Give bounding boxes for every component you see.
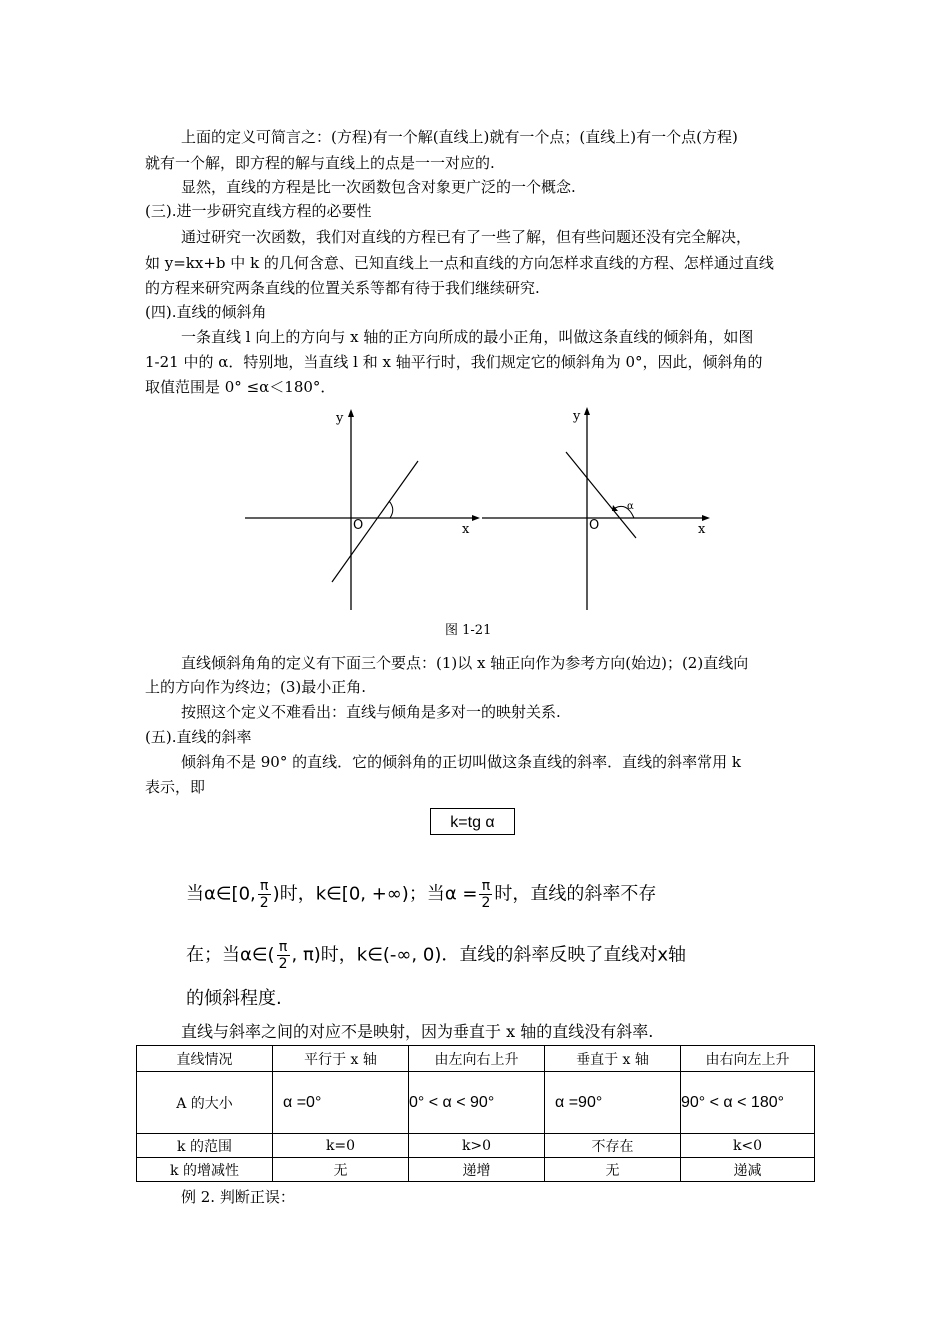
paragraph-research-1: 通过研究一次函数，我们对直线的方程已有了一些了解，但有些问题还没有完全解决， <box>181 228 752 246</box>
paragraph-mapping: 按照这个定义不难看出：直线与倾角是多对一的映射关系. <box>181 703 561 721</box>
figure-right-alpha-label: α <box>627 501 634 512</box>
figure-caption: 图 1-21 <box>445 623 492 638</box>
slope-formula-box: k=tg α <box>430 808 515 835</box>
table-cell: α =90° <box>545 1072 681 1134</box>
paragraph-key-points-1: 直线倾斜角角的定义有下面三个要点：(1)以 x 轴正向作为参考方向(始边)；(2)直线向 <box>181 654 749 672</box>
figure-right-graph <box>482 407 710 610</box>
fraction-numerator: π <box>277 939 290 956</box>
paragraph-inclination-1: 一条直线 l 向上的方向与 x 轴的正方向所成的最小正角，叫做这条直线的倾斜角，如图 <box>181 328 754 346</box>
table-cell: 递减 <box>681 1158 815 1182</box>
table-cell: α =0° <box>273 1072 409 1134</box>
figure-right-x-label: x <box>698 522 706 537</box>
figure-right-y-label: y <box>573 409 581 424</box>
table-cell: k=0 <box>273 1134 409 1158</box>
fraction-pi-over-2 <box>479 878 492 911</box>
slope-text: 时，直线的斜率不存 <box>494 883 657 905</box>
paragraph-not-mapping: 直线与斜率之间的对应不是映射，因为垂直于 x 轴的直线没有斜率. <box>181 1022 654 1041</box>
fraction-denominator: 2 <box>481 895 491 911</box>
table-cell: 0° < α < 90° <box>409 1072 545 1134</box>
figure-1-21 <box>240 405 710 615</box>
paragraph-definition-summary-1: 上面的定义可简言之：(方程)有一个解(直线上)就有一个点；(直线上)有一个点(方程) <box>181 128 738 146</box>
slope-text: , π)时，k∈(-∞, 0)．直线的斜率反映了直线对x轴 <box>291 944 686 966</box>
slope-summary-table <box>136 1045 815 1182</box>
fraction-denominator: 2 <box>259 895 269 911</box>
example-2-heading: 例 2. 判断正误： <box>181 1188 295 1206</box>
table-cell: k<0 <box>681 1134 815 1158</box>
table-row <box>137 1046 815 1072</box>
table-row <box>137 1134 815 1158</box>
fraction-denominator: 2 <box>278 956 288 972</box>
table-header-cell: 平行于 x 轴 <box>273 1046 409 1072</box>
fraction-pi-over-2 <box>258 878 271 911</box>
slope-text: 在；当α∈( <box>186 944 275 966</box>
slope-text: )时，k∈[0, +∞)；当α = <box>272 883 478 905</box>
table-cell: 无 <box>545 1158 681 1182</box>
slope-range-line-1 <box>186 878 656 911</box>
table-cell: k 的增减性 <box>137 1158 273 1182</box>
fraction-numerator: π <box>258 878 271 895</box>
paragraph-research-2: 如 y=kx+b 中 k 的几何含意、已知直线上一点和直线的方向怎样求直线的方程、怎样通过直线 <box>145 254 774 272</box>
paragraph-slope-1: 倾斜角不是 90° 的直线．它的倾斜角的正切叫做这条直线的斜率．直线的斜率常用 k <box>181 753 741 771</box>
table-cell: 90° < α < 180° <box>681 1072 815 1134</box>
table-cell: 递增 <box>409 1158 545 1182</box>
paragraph-inclination-3: 取值范围是 0° ≤α＜180°． <box>145 378 336 396</box>
table-cell: 不存在 <box>545 1134 681 1158</box>
slope-range-line-2 <box>186 939 686 972</box>
paragraph-obvious: 显然，直线的方程是比一次函数包含对象更广泛的一个概念. <box>181 178 576 196</box>
fraction-numerator: π <box>479 878 492 895</box>
paragraph-research-3: 的方程来研究两条直线的位置关系等都有待于我们继续研究. <box>145 279 540 297</box>
table-header-cell: 由左向右上升 <box>409 1046 545 1072</box>
figure-right-origin-label: O <box>589 518 600 533</box>
paragraph-definition-summary-2: 就有一个解，即方程的解与直线上的点是一一对应的. <box>145 154 495 172</box>
table-header-cell: 直线情况 <box>137 1046 273 1072</box>
slope-range-line-3: 的倾斜程度. <box>186 988 282 1009</box>
heading-section-5: (五).直线的斜率 <box>145 728 252 746</box>
figure-left-origin-label: O <box>353 518 364 533</box>
table-header-cell: 垂直于 x 轴 <box>545 1046 681 1072</box>
slope-text: 当α∈[0, <box>186 883 256 905</box>
figure-left-graph <box>245 409 480 610</box>
table-cell: 无 <box>273 1158 409 1182</box>
table-cell: k 的范围 <box>137 1134 273 1158</box>
figure-left-y-label: y <box>336 411 344 426</box>
fraction-pi-over-2 <box>277 939 290 972</box>
heading-section-3: (三).进一步研究直线方程的必要性 <box>145 202 372 220</box>
table-row <box>137 1072 815 1134</box>
figure-left-x-label: x <box>462 522 470 537</box>
paragraph-key-points-2: 上的方向作为终边；(3)最小正角. <box>145 678 367 696</box>
heading-section-4: (四).直线的倾斜角 <box>145 303 267 321</box>
paragraph-inclination-2: 1-21 中的 α．特别地，当直线 l 和 x 轴平行时，我们规定它的倾斜角为 0°，因此，倾斜角的 <box>145 353 763 371</box>
table-cell: k>0 <box>409 1134 545 1158</box>
table-row <box>137 1158 815 1182</box>
table-cell: A 的大小 <box>137 1072 273 1134</box>
table-header-cell: 由右向左上升 <box>681 1046 815 1072</box>
paragraph-slope-2: 表示，即 <box>145 778 206 796</box>
